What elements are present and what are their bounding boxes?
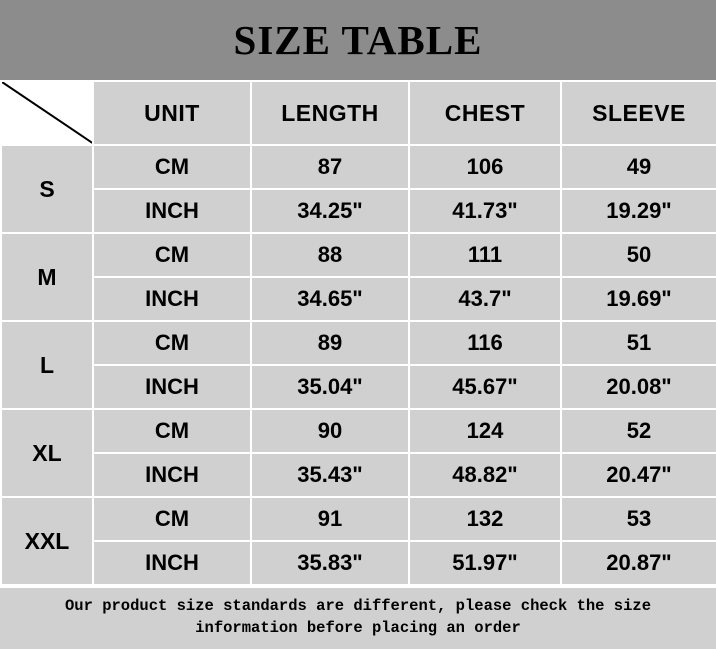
disclaimer-note: Our product size standards are different, please check the size information before placing an order <box>0 586 716 649</box>
sleeve-cm: 49 <box>561 145 716 189</box>
table-row <box>1 277 716 321</box>
sleeve-inch: 19.29" <box>561 189 716 233</box>
table-row <box>1 409 716 453</box>
size-label-s: S <box>1 145 93 233</box>
length-cm: 88 <box>251 233 409 277</box>
unit-cm: CM <box>93 321 251 365</box>
sleeve-cm: 50 <box>561 233 716 277</box>
sleeve-inch: 20.47" <box>561 453 716 497</box>
column-header-length: LENGTH <box>251 81 409 145</box>
size-table <box>0 80 716 586</box>
unit-cm: CM <box>93 409 251 453</box>
chest-inch: 51.97" <box>409 541 561 585</box>
length-inch: 35.43" <box>251 453 409 497</box>
sleeve-cm: 53 <box>561 497 716 541</box>
column-header-unit: UNIT <box>93 81 251 145</box>
table-row <box>1 541 716 585</box>
unit-inch: INCH <box>93 365 251 409</box>
unit-cm: CM <box>93 145 251 189</box>
sleeve-cm: 51 <box>561 321 716 365</box>
size-label-xl: XL <box>1 409 93 497</box>
unit-inch: INCH <box>93 453 251 497</box>
table-row <box>1 233 716 277</box>
unit-inch: INCH <box>93 541 251 585</box>
corner-cell <box>1 81 93 145</box>
sleeve-inch: 20.87" <box>561 541 716 585</box>
length-cm: 87 <box>251 145 409 189</box>
chest-inch: 41.73" <box>409 189 561 233</box>
sleeve-cm: 52 <box>561 409 716 453</box>
chest-cm: 111 <box>409 233 561 277</box>
chest-cm: 106 <box>409 145 561 189</box>
table-row <box>1 145 716 189</box>
page-title: SIZE TABLE <box>233 17 483 63</box>
chest-cm: 124 <box>409 409 561 453</box>
chest-inch: 48.82" <box>409 453 561 497</box>
unit-cm: CM <box>93 497 251 541</box>
length-inch: 35.04" <box>251 365 409 409</box>
sleeve-inch: 20.08" <box>561 365 716 409</box>
chest-inch: 43.7" <box>409 277 561 321</box>
column-header-sleeve: SLEEVE <box>561 81 716 145</box>
column-header-chest: CHEST <box>409 81 561 145</box>
length-cm: 90 <box>251 409 409 453</box>
diagonal-divider-icon <box>2 82 92 144</box>
length-inch: 35.83" <box>251 541 409 585</box>
size-label-m: M <box>1 233 93 321</box>
unit-inch: INCH <box>93 189 251 233</box>
size-label-xxl: XXL <box>1 497 93 585</box>
table-row <box>1 321 716 365</box>
length-inch: 34.25" <box>251 189 409 233</box>
size-label-l: L <box>1 321 93 409</box>
length-cm: 89 <box>251 321 409 365</box>
title-bar <box>0 0 716 80</box>
sleeve-inch: 19.69" <box>561 277 716 321</box>
length-inch: 34.65" <box>251 277 409 321</box>
table-row <box>1 365 716 409</box>
table-row <box>1 189 716 233</box>
length-cm: 91 <box>251 497 409 541</box>
table-row <box>1 453 716 497</box>
chest-cm: 116 <box>409 321 561 365</box>
chest-cm: 132 <box>409 497 561 541</box>
unit-inch: INCH <box>93 277 251 321</box>
unit-cm: CM <box>93 233 251 277</box>
table-row <box>1 497 716 541</box>
chest-inch: 45.67" <box>409 365 561 409</box>
table-header-row <box>1 81 716 145</box>
